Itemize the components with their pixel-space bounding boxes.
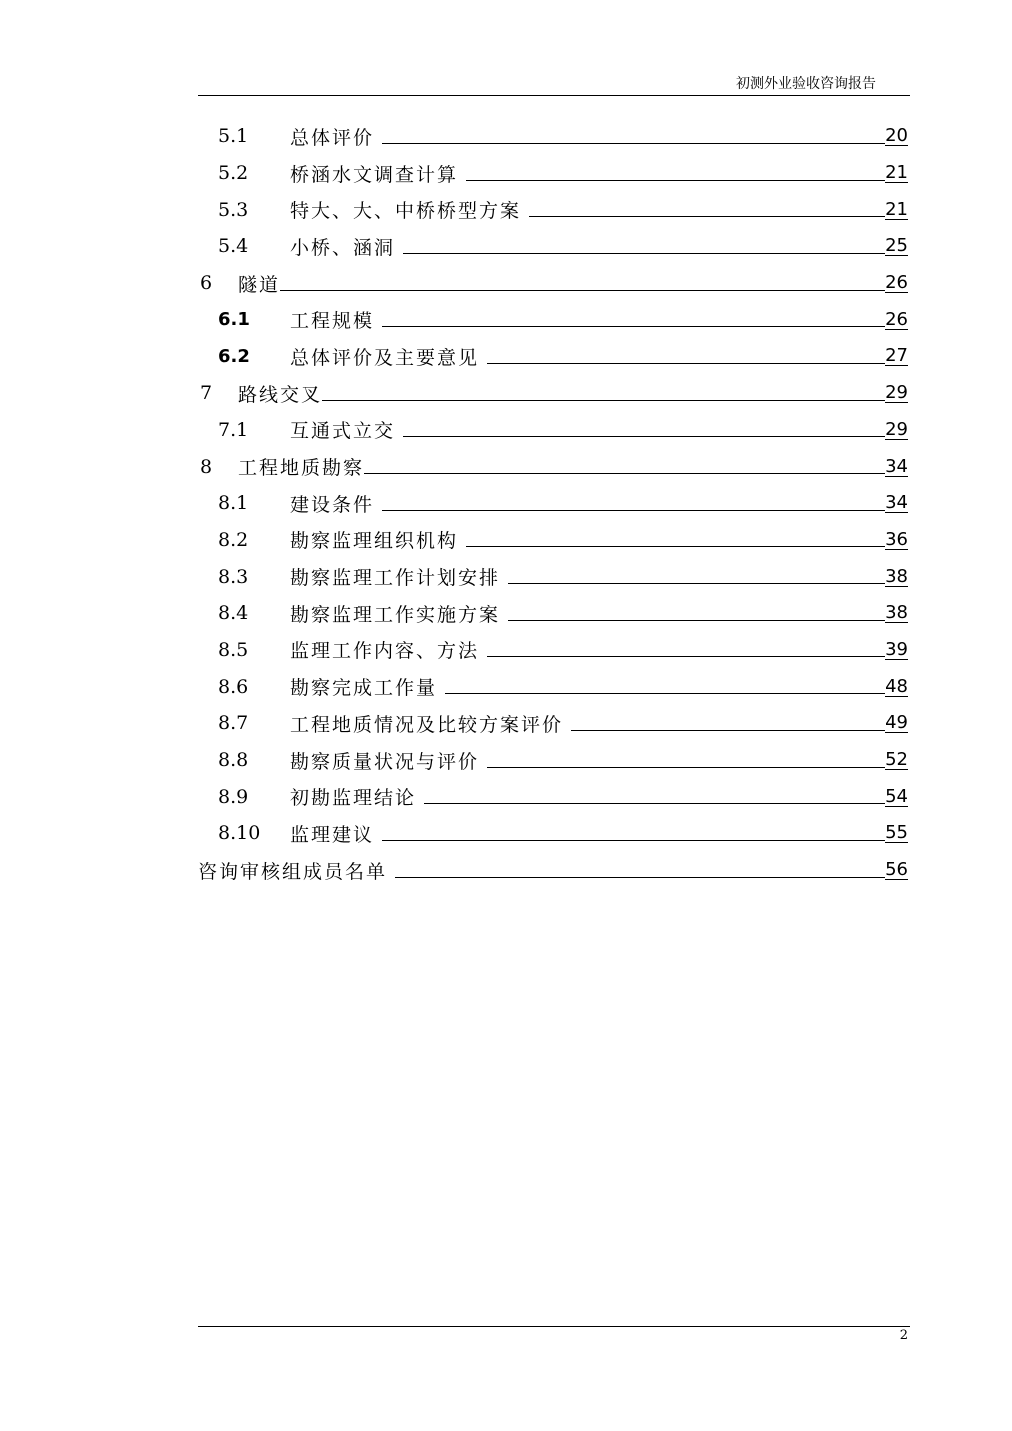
- toc-entry[interactable]: [198, 448, 908, 485]
- table-of-contents: [198, 118, 908, 888]
- toc-entry-number: 8.9: [218, 785, 249, 808]
- toc-leader-line: [529, 202, 885, 217]
- toc-entry[interactable]: [198, 265, 908, 302]
- toc-entry[interactable]: [198, 742, 908, 779]
- toc-entry-number: 5.1: [218, 125, 249, 148]
- toc-entry[interactable]: [198, 301, 908, 338]
- toc-entry-number: 8: [200, 455, 213, 478]
- footer-rule: [198, 1326, 910, 1327]
- toc-entry-title: 路线交叉: [238, 383, 323, 406]
- toc-entry-number: 8.6: [218, 675, 249, 698]
- toc-entry-title: 勘察监理组织机构: [290, 530, 459, 553]
- toc-entry-title: 勘察质量状况与评价: [290, 750, 480, 773]
- toc-entry[interactable]: [198, 558, 908, 595]
- toc-entry-page: 49: [885, 712, 908, 734]
- toc-entry[interactable]: [198, 705, 908, 742]
- toc-entry-title: 勘察监理工作实施方案: [290, 603, 501, 626]
- toc-entry-title: 工程规模: [290, 310, 375, 333]
- toc-entry-page: 26: [885, 308, 908, 330]
- toc-leader-line: [364, 459, 885, 474]
- toc-entry[interactable]: [198, 632, 908, 669]
- toc-entry-page: 54: [885, 785, 908, 807]
- toc-entry-number: 6: [200, 272, 213, 295]
- toc-entry[interactable]: [198, 375, 908, 412]
- toc-entry-page: 48: [885, 675, 908, 697]
- toc-leader-line: [424, 789, 885, 804]
- toc-leader-line: [487, 753, 885, 768]
- toc-leader-line: [508, 606, 885, 621]
- toc-entry[interactable]: [198, 228, 908, 265]
- toc-entry[interactable]: [198, 815, 908, 852]
- toc-entry[interactable]: [198, 485, 908, 522]
- toc-entry-number: 8.10: [218, 822, 261, 845]
- toc-entry-page: 20: [885, 125, 908, 147]
- toc-entry[interactable]: [198, 412, 908, 449]
- toc-entry-page: 29: [885, 382, 908, 404]
- toc-leader-line: [322, 386, 885, 401]
- toc-entry-title: 建设条件: [290, 493, 375, 516]
- toc-entry-page: 27: [885, 345, 908, 367]
- toc-entry-page: 34: [885, 492, 908, 514]
- running-header-title: 初测外业验收咨询报告: [736, 76, 876, 92]
- toc-leader-line: [382, 826, 885, 841]
- toc-entry-number: 7: [200, 382, 213, 405]
- toc-entry-title: 监理建议: [290, 823, 375, 846]
- toc-leader-line: [403, 239, 885, 254]
- toc-entry-page: 56: [885, 859, 908, 881]
- toc-entry-number: 8.3: [218, 565, 249, 588]
- toc-leader-line: [466, 166, 885, 181]
- toc-entry[interactable]: [198, 852, 908, 889]
- toc-entry-number: 8.5: [218, 638, 249, 661]
- toc-entry-page: 52: [885, 749, 908, 771]
- toc-entry-title: 总体评价: [290, 126, 375, 149]
- toc-leader-line: [445, 679, 885, 694]
- toc-entry-page: 21: [885, 162, 908, 184]
- toc-entry[interactable]: [198, 338, 908, 375]
- toc-entry-page: 26: [885, 272, 908, 294]
- toc-entry-number: 6.1: [218, 309, 250, 331]
- toc-entry-page: 38: [885, 565, 908, 587]
- toc-leader-line: [382, 312, 885, 327]
- toc-entry-number: 5.4: [218, 235, 249, 258]
- toc-leader-line: [403, 422, 885, 437]
- toc-entry[interactable]: [198, 191, 908, 228]
- toc-entry-title: 工程地质勘察: [238, 457, 365, 480]
- toc-entry[interactable]: [198, 778, 908, 815]
- toc-leader-line: [487, 642, 885, 657]
- toc-entry-title: 初勘监理结论: [290, 787, 417, 810]
- toc-entry-title: 互通式立交: [290, 420, 396, 443]
- toc-entry-number: 8.7: [218, 712, 249, 735]
- toc-leader-line: [280, 276, 885, 291]
- toc-leader-line: [382, 129, 885, 144]
- toc-entry-page: 34: [885, 455, 908, 477]
- toc-entry-title: 工程地质情况及比较方案评价: [290, 713, 564, 736]
- toc-entry-number: 5.2: [218, 162, 249, 185]
- toc-entry-page: 55: [885, 822, 908, 844]
- toc-entry-title: 特大、大、中桥桥型方案: [290, 200, 522, 223]
- toc-entry[interactable]: [198, 522, 908, 559]
- toc-entry-title: 咨询审核组成员名单: [198, 860, 388, 883]
- toc-leader-line: [466, 532, 885, 547]
- toc-entry-page: 39: [885, 638, 908, 660]
- toc-entry-page: 38: [885, 602, 908, 624]
- toc-entry-number: 8.8: [218, 749, 249, 772]
- toc-entry-title: 勘察完成工作量: [290, 677, 438, 700]
- toc-entry-title: 总体评价及主要意见: [290, 346, 480, 369]
- toc-entry[interactable]: [198, 595, 908, 632]
- toc-entry-title: 桥涵水文调查计算: [290, 163, 459, 186]
- toc-entry-number: 5.3: [218, 198, 249, 221]
- toc-entry[interactable]: [198, 118, 908, 155]
- toc-entry-title: 监理工作内容、方法: [290, 640, 480, 663]
- toc-entry-number: 7.1: [218, 418, 249, 441]
- header-rule: [198, 95, 910, 96]
- toc-entry[interactable]: [198, 155, 908, 192]
- toc-leader-line: [382, 496, 885, 511]
- toc-entry-page: 29: [885, 418, 908, 440]
- toc-leader-line: [487, 349, 885, 364]
- toc-entry-title: 勘察监理工作计划安排: [290, 567, 501, 590]
- toc-entry-page: 21: [885, 198, 908, 220]
- toc-entry-number: 8.4: [218, 602, 249, 625]
- toc-entry-number: 8.2: [218, 528, 249, 551]
- toc-entry-number: 8.1: [218, 492, 249, 515]
- toc-entry-title: 隧道: [238, 273, 281, 296]
- toc-leader-line: [395, 863, 885, 878]
- toc-leader-line: [571, 716, 885, 731]
- toc-leader-line: [508, 569, 885, 584]
- toc-entry[interactable]: [198, 668, 908, 705]
- page-number: 2: [899, 1328, 908, 1343]
- toc-entry-page: 36: [885, 528, 908, 550]
- toc-entry-number: 6.2: [218, 345, 250, 367]
- toc-entry-page: 25: [885, 235, 908, 257]
- toc-entry-title: 小桥、涵洞: [290, 236, 396, 259]
